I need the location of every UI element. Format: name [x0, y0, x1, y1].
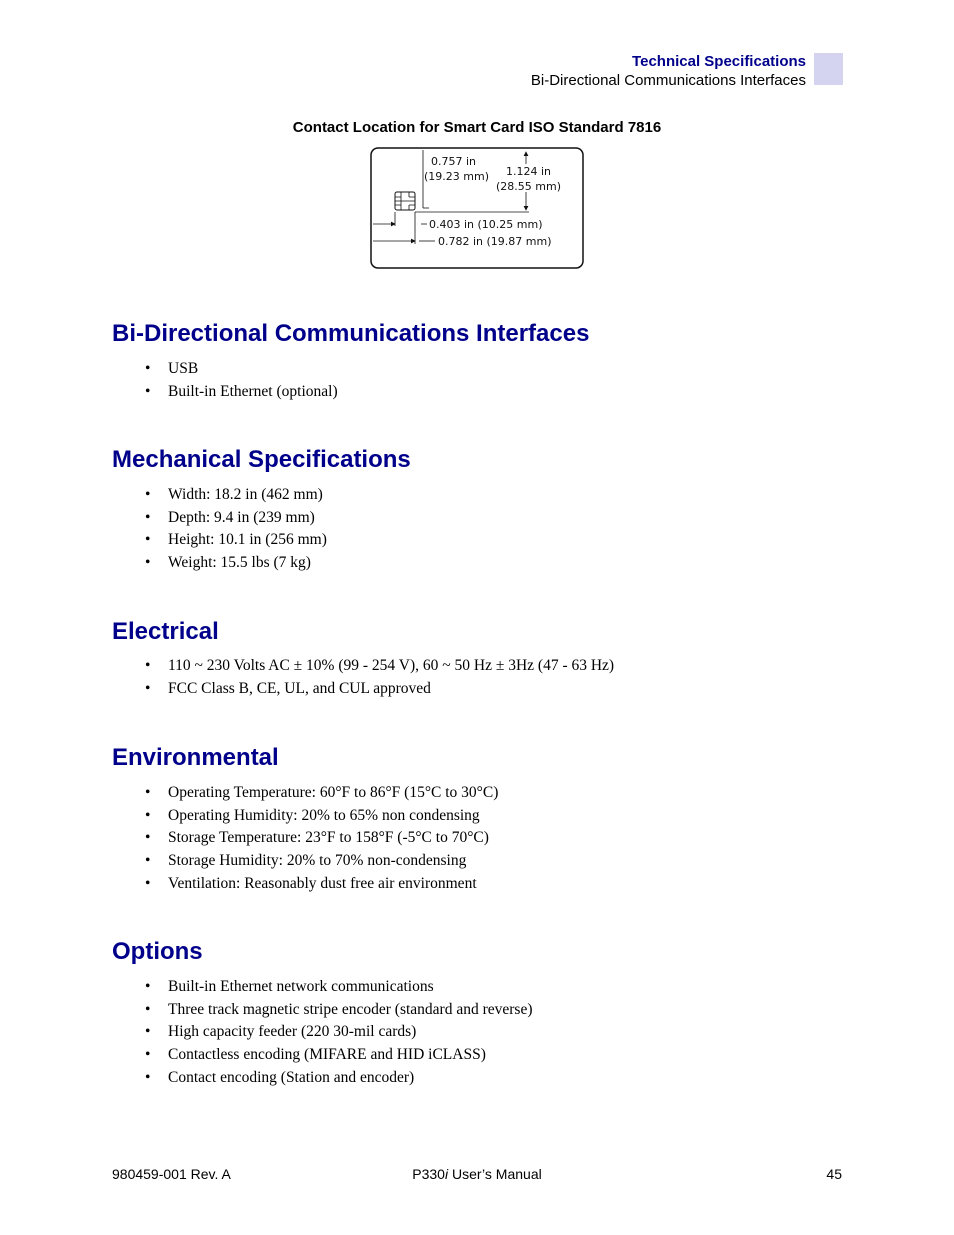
list-item: • Operating Temperature: 60°F to 86°F (15°C to 30°C) [145, 782, 498, 805]
list-item: • Depth: 9.4 in (239 mm) [145, 507, 327, 530]
list-item: • FCC Class B, CE, UL, and CUL approved [145, 678, 614, 701]
list-item: • Ventilation: Reasonably dust free air environment [145, 873, 498, 896]
dim-c-label: 0.403 in (10.25 mm) [429, 218, 543, 231]
heading-electrical: Electrical [112, 618, 219, 645]
list-item: • 110 ~ 230 Volts AC ± 10% (99 - 254 V), 60 ~ 50 Hz ± 3Hz (47 - 63 Hz) [145, 655, 614, 678]
dim-a-label-1: 0.757 in [431, 155, 477, 168]
figure-caption: Contact Location for Smart Card ISO Standard 7816 [292, 119, 662, 136]
list-item: • Height: 10.1 in (256 mm) [145, 529, 327, 552]
dim-b-label-1: 1.124 in [506, 165, 552, 178]
header-section-title: Bi-Directional Communications Interfaces [530, 72, 806, 89]
heading-mechanical-specifications: Mechanical Specifications [112, 446, 411, 473]
list-item: • Operating Humidity: 20% to 65% non condensing [145, 805, 498, 828]
list-item: • Built-in Ethernet (optional) [145, 381, 338, 404]
running-header [531, 52, 806, 90]
list-item: • Storage Temperature: 23°F to 158°F (-5°C to 70°C) [145, 827, 498, 850]
smart-card-diagram [369, 146, 587, 272]
list-item: • USB [145, 358, 338, 381]
header-tab-marker [814, 53, 843, 85]
heading-bi-directional-interfaces: Bi-Directional Communications Interfaces [112, 320, 590, 347]
list-item: • Three track magnetic stripe encoder (standard and reverse) [145, 999, 533, 1022]
list-interfaces [145, 358, 338, 403]
dim-a-label-2: (19.23 mm) [424, 170, 490, 183]
footer-manual-title: P330i User’s Manual [412, 1166, 542, 1182]
footer-page-number: 45 [826, 1166, 842, 1182]
chip-contact-icon [395, 192, 415, 210]
list-electrical [145, 655, 614, 700]
dim-b-label-2: (28.55 mm) [496, 180, 562, 193]
heading-environmental: Environmental [112, 744, 279, 771]
list-item: • Weight: 15.5 lbs (7 kg) [145, 552, 327, 575]
list-environmental [145, 782, 498, 895]
list-item: • High capacity feeder (220 30-mil cards) [145, 1021, 533, 1044]
list-item: • Contactless encoding (MIFARE and HID iCLASS) [145, 1044, 533, 1067]
list-item: • Built-in Ethernet network communications [145, 976, 533, 999]
footer-doc-number: 980459-001 Rev. A [112, 1166, 231, 1182]
list-options [145, 976, 533, 1089]
list-item: • Width: 18.2 in (462 mm) [145, 484, 327, 507]
header-chapter-title: Technical Specifications [632, 53, 806, 70]
dim-d-label: 0.782 in (19.87 mm) [438, 235, 552, 248]
list-item: • Storage Humidity: 20% to 70% non-condensing [145, 850, 498, 873]
list-mechanical [145, 484, 327, 575]
list-item: • Contact encoding (Station and encoder) [145, 1067, 533, 1090]
heading-options: Options [112, 938, 203, 965]
